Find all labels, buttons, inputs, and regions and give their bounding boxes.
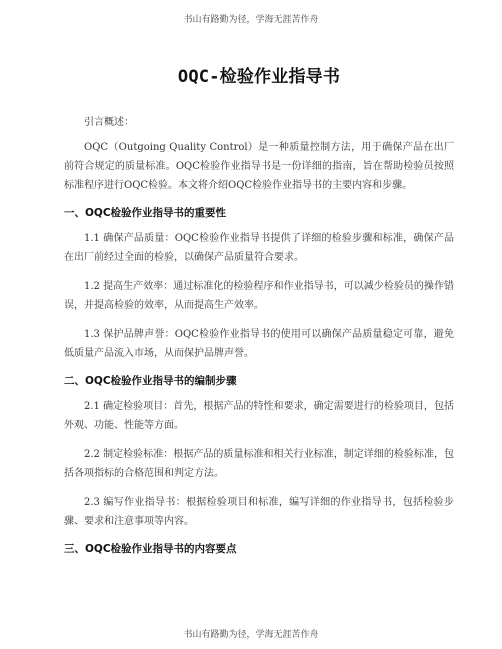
paragraph-2-3: 2.3 编写作业指导书：根据检验项目和标准，编写详细的作业指导书，包括检验步骤、要求和注意事项等内容。 <box>64 497 454 527</box>
intro-label: 引言概述： <box>84 117 134 128</box>
paragraph-1-3: 1.3 保护品牌声誉：OQC检验作业指导书的使用可以确保产品质量稳定可靠，避免低质量产品流入市场，从而保护品牌声誉。 <box>64 329 454 359</box>
page-footer: 书山有路勤为径，学海无涯苦作舟 <box>183 630 319 640</box>
document-title: OQC-检验作业指导书 <box>177 67 341 87</box>
section-heading-3: 三、OQC检验作业指导书的内容要点 <box>64 543 237 555</box>
intro-paragraph: OQC（Outgoing Quality Control）是一种质量控制方法，用于确保产品在出厂前符合规定的质量标准。OQC检验作业指导书是一份详细的指南，旨在帮助检验员按照标准程序进行OQC检验。本文将介绍OQC检验作业指导书的主要内容和步骤。 <box>64 142 454 191</box>
paragraph-2-1: 2.1 确定检验项目：首先，根据产品的特性和要求，确定需要进行的检验项目，包括外观、功能、性能等方面。 <box>64 401 454 431</box>
paragraph-2-2: 2.2 制定检验标准：根据产品的质量标准和相关行业标准，制定详细的检验标准，包括各项指标的合格范围和判定方法。 <box>64 449 454 479</box>
section-heading-2: 二、OQC检验作业指导书的编制步骤 <box>64 375 237 387</box>
section-heading-1: 一、OQC检验作业指导书的重要性 <box>64 207 227 219</box>
paragraph-1-2: 1.2 提高生产效率：通过标准化的检验程序和作业指导书，可以减少检验员的操作错误，并提高检验的效率，从而提高生产效率。 <box>64 281 454 311</box>
document-body <box>64 62 454 565</box>
page-header: 书山有路勤为径，学海无涯苦作舟 <box>183 15 319 25</box>
paragraph-1-1: 1.1 确保产品质量：OQC检验作业指导书提供了详细的检验步骤和标准，确保产品在出厂前经过全面的检验，以确保产品质量符合要求。 <box>64 233 454 263</box>
